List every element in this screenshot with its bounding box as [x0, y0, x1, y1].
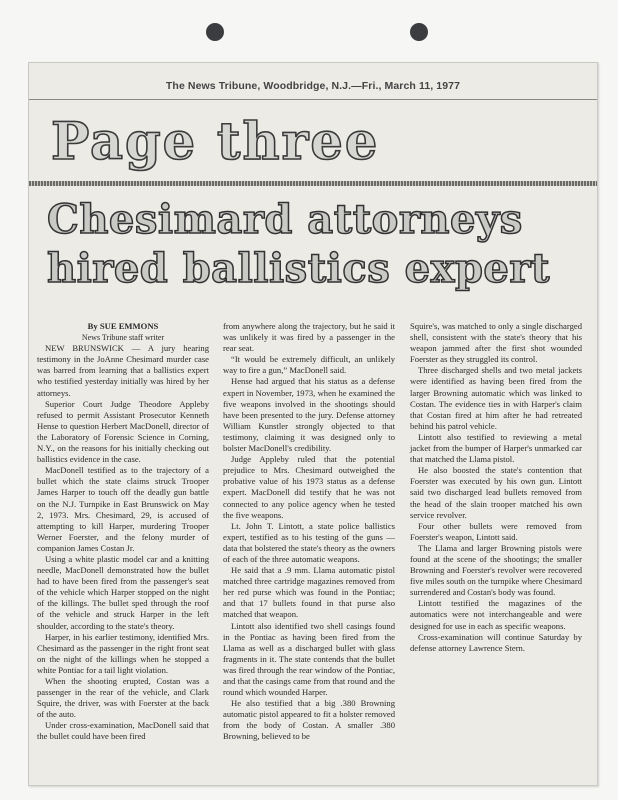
paragraph: Using a white plastic model car and a knitting needle, MacDonell demonstrated how the bullet had to have been fired from the passenger's seat of the vehicle which Harper stopped on the night of the killings. The bullet sped through the roof of the vehicle and struck Harper in the left shoulder, according to the state's theory.	[37, 553, 209, 631]
headline	[47, 195, 587, 293]
paragraph: Lt. John T. Lintott, a state police ballistics expert, testified as to his testing of the guns — data that bolstered the state's theory as the owners of each of the three automatic weapons.	[223, 520, 395, 564]
headline-line-2: hired ballistics expert	[47, 245, 550, 292]
paragraph: Cross-examination will continue Saturday by defense attorney Lawrence Stern.	[410, 631, 582, 653]
paragraph: Under cross-examination, MacDonell said that the bullet could have been fired	[37, 720, 209, 742]
article-body	[37, 321, 589, 779]
article-column-2	[223, 321, 395, 743]
paragraph: The Llama and larger Browning pistols were found at the scene of the shootings; the smaller Browning and Foerster's revolver were recovered five miles south on the turnpike where Chesimard surrendered and Costan's body was found.	[410, 542, 582, 598]
paragraph: Hense had argued that his status as a defense expert in November, 1973, when he examined the five weapons involved in the shootings should have been presented to the jury. Defense attorney William Kunstler strongly objected to that testimony, claiming it was designed only to bolster MacDonell's credibility.	[223, 376, 395, 454]
binder-hole-left	[206, 23, 224, 41]
paragraph: MacDonell testified as to the trajectory of a bullet which the state claims struck Trooper James Harper to touch off the deadly gun battle on the N.J. Turnpike in East Brunswick on May 2, 1973. Mrs. Chesimard, 29, is accused of attempting to kill Harper, murdering Trooper Werner Foerster, and the felony murder of companion James Costan Jr.	[37, 465, 209, 553]
headline-line-1: Chesimard attorneys	[47, 196, 523, 243]
paragraph: Harper, in his earlier testimony, identified Mrs. Chesimard as the passenger in the right front seat on the night of the killings when he stopped a white Pontiac for a tail light violation.	[37, 631, 209, 675]
paragraph: Lintott testified the magazines of the automatics were not interchangeable and were designed for use in each as specific weapons.	[410, 598, 582, 631]
paragraph: He also testified that a big .380 Browning automatic pistol appeared to fit a holster removed from the body of Costan. A smaller .380 Browning, believed to be	[223, 698, 395, 742]
paragraph: He said that a .9 mm. Llama automatic pistol matched three cartridge magazines removed from her red purse which was found in the Pontiac; and that 17 bullets found in that purse also matched that weapon.	[223, 565, 395, 620]
byline: By SUE EMMONS	[87, 321, 159, 331]
byline-role: News Tribune staff writer	[81, 333, 165, 343]
paragraph: NEW BRUNSWICK — A jury hearing testimony in the JoAnne Chesimard murder case was barred from learning that a ballistics expert who testified yesterday initially was hired by her attorneys.	[37, 343, 209, 398]
binder-hole-right	[410, 23, 428, 41]
dateline: The News Tribune, Woodbridge, N.J.—Fri., March 11, 1977	[165, 80, 461, 92]
section-title: Page three	[51, 112, 380, 172]
paragraph: Squire's, was matched to only a single discharged shell, consistent with the state's theory that his weapon jammed after the first shot wounded Foerster as they struggled its control.	[410, 321, 582, 365]
newspaper-clipping	[28, 62, 598, 786]
paragraph: Judge Appleby ruled that the potential prejudice to Mrs. Chesimard outweighed the probative value of his 1973 status as a defense expert. MacDonell did testify that he was not connected to any police agency when he tested the five weapons.	[223, 454, 395, 520]
paragraph: When the shooting erupted, Costan was a passenger in the rear of the vehicle, and Clark Squire, the driver, was with Foerster at the back of the auto.	[37, 676, 209, 720]
top-rule	[29, 99, 597, 100]
paragraph: Superior Court Judge Theodore Appleby refused to permit Assistant Prosecutor Kenneth Hense to question Herbert MacDonell, director of the Laboratory of Forensic Science in Corning, N.Y., on the reasons for his initially checking out ballistics evidence in the case.	[37, 398, 209, 465]
paragraph: He also boosted the state's contention that Foerster was executed by his own gun. Lintott said two discharged lead bullets removed from the head of the slain trooper matched his own service revolver.	[410, 465, 582, 520]
section-rule	[29, 181, 597, 186]
paragraph: “It would be extremely difficult, an unlikely way to fire a gun,” MacDonell said.	[223, 354, 395, 376]
article-column-3	[410, 321, 582, 654]
paragraph: Lintott also identified two shell casings found in the Pontiac as having been fired from the Llama as well as a discharged bullet with glass fragments in it. The state contends that the bullet was fired through the rear window of the Pontiac, and that the casings came from that round and the round which wounded Harper.	[223, 620, 395, 698]
article-column-1	[37, 321, 209, 743]
paragraph: Lintott also testified to reviewing a metal jacket from the bumper of Harper's unmarked car that matched the Llama pistol.	[410, 431, 582, 465]
paragraph: Four other bullets were removed from Foerster's weapon, Lintott said.	[410, 520, 582, 542]
paragraph: from anywhere along the trajectory, but he said it was unlikely it was fired by a passenger in the rear seat.	[223, 321, 395, 354]
paragraph: Three discharged shells and two metal jackets were identified as having been fired from the larger Browning automatic which was linked to Costan. The evidence ties in with Harper's claim that Costan fired at him after he had retreated behind his patrol vehicle.	[410, 365, 582, 431]
